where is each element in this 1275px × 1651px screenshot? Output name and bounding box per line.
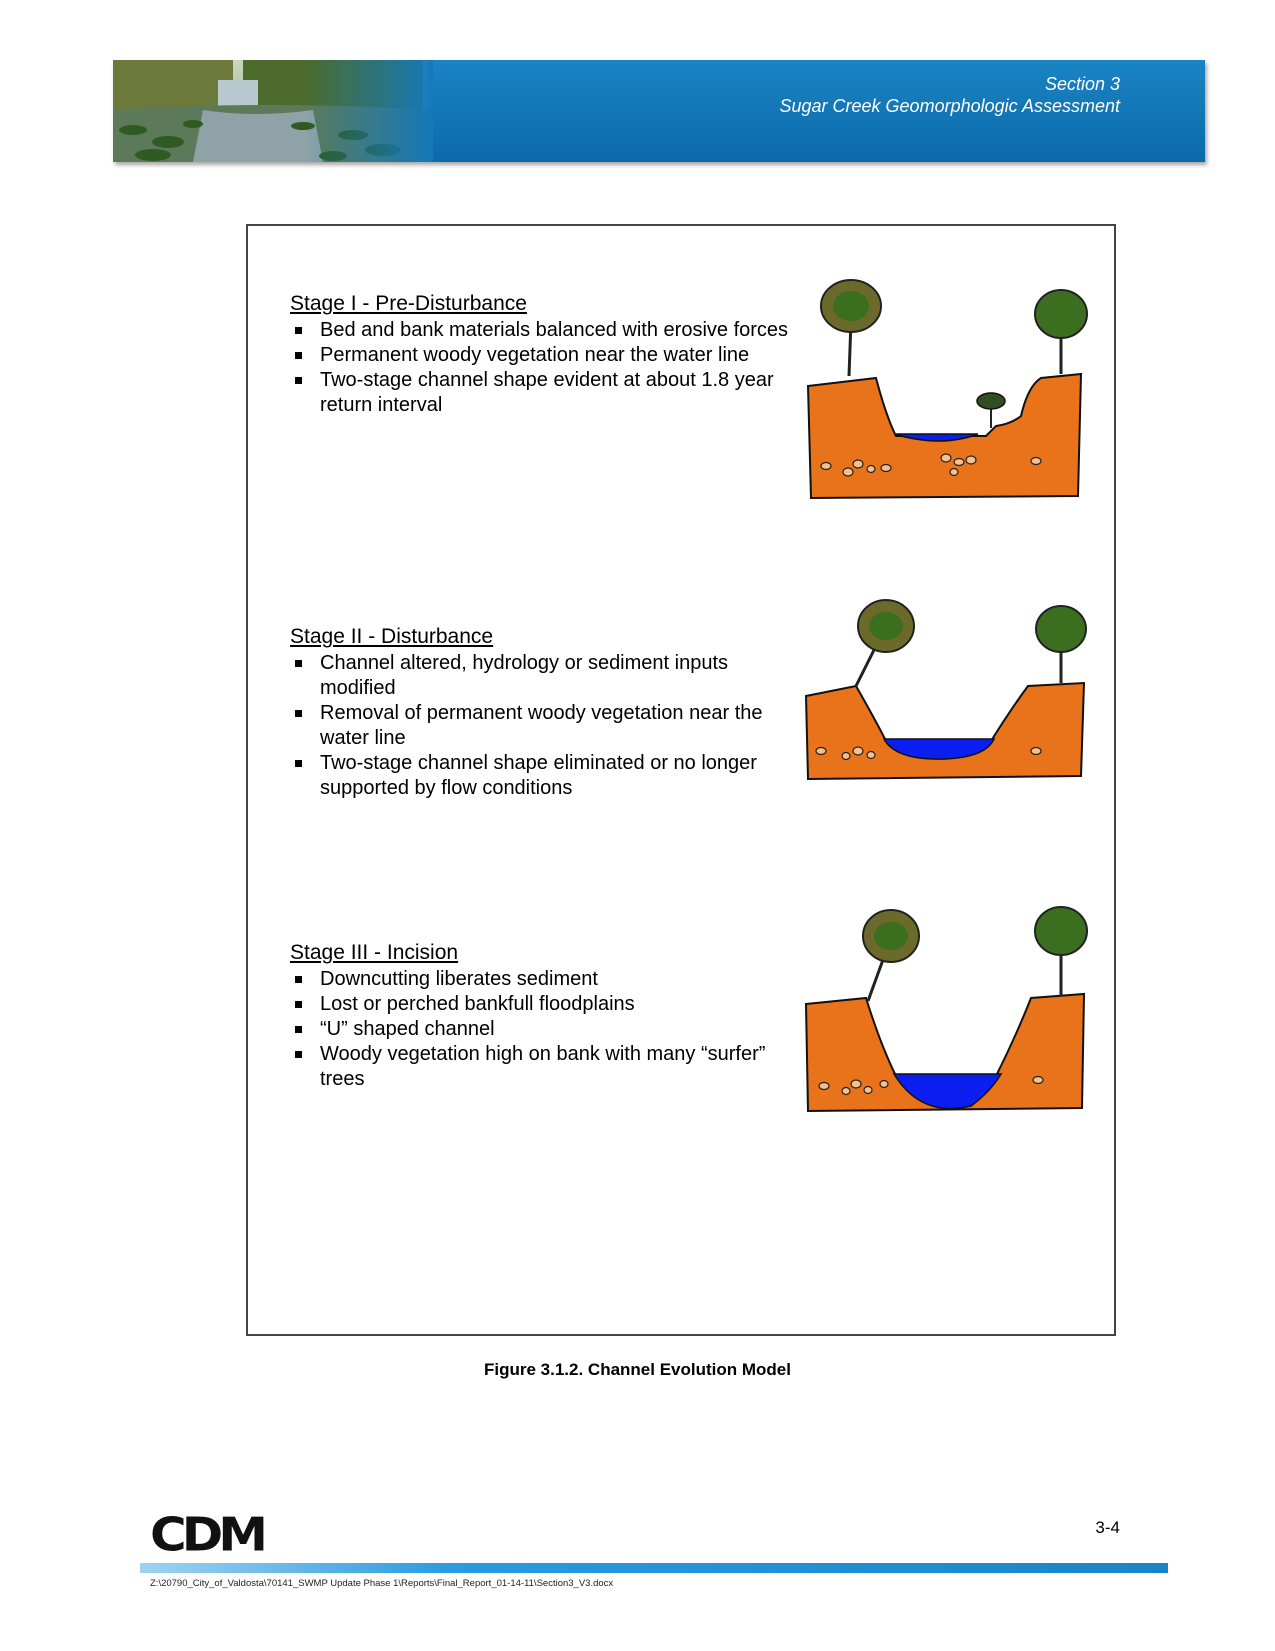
stage-2 [290,624,790,801]
stage-2-channel-diagram [796,591,1096,801]
bullet-item: Permanent woody vegetation near the water line [290,343,790,368]
stage-1 [290,291,790,418]
stage-3 [290,940,790,1092]
stage-bullets [290,651,790,801]
stage-title: Stage I - Pre-Disturbance [290,292,527,315]
bullet-item: Lost or perched bankfull floodplains [290,992,790,1017]
stage-bullets [290,318,790,418]
bullet-item: Woody vegetation high on bank with many “surfer” trees [290,1042,790,1092]
report-title: Sugar Creek Geomorphologic Assessment [779,96,1120,116]
stage-1-channel-diagram [796,266,1096,506]
stage-title: Stage III - Incision [290,941,459,964]
footer-bar [140,1563,1168,1573]
bullet-item: Bed and bank materials balanced with erosive forces [290,318,790,343]
header-title-block [780,73,1121,117]
bullet-item: Removal of permanent woody vegetation near the water line [290,701,790,751]
bullet-item: Downcutting liberates sediment [290,967,790,992]
stage-3-channel-diagram [796,886,1096,1126]
figure-caption: Figure 3.1.2. Channel Evolution Model [484,1360,791,1379]
bullet-item: “U” shaped channel [290,1017,790,1042]
bullet-item: Channel altered, hydrology or sediment inputs modified [290,651,790,701]
cdm-logo: CDM [150,1508,263,1562]
file-path: Z:\20790_City_of_Valdosta\70141_SWMP Update Phase 1\Reports\Final_Report_01-14-11\Section3_V3.docx [150,1578,614,1589]
bullet-item: Two-stage channel shape eliminated or no longer supported by flow conditions [290,751,790,801]
stage-title: Stage II - Disturbance [290,625,494,648]
header-banner [113,60,1205,162]
figure-frame [246,224,1116,1336]
page-number: 3-4 [1095,1518,1120,1537]
creek-photo [113,60,433,162]
section-label: Section 3 [1044,74,1120,94]
stage-bullets [290,967,790,1092]
bullet-item: Two-stage channel shape evident at about 1.8 year return interval [290,368,790,418]
